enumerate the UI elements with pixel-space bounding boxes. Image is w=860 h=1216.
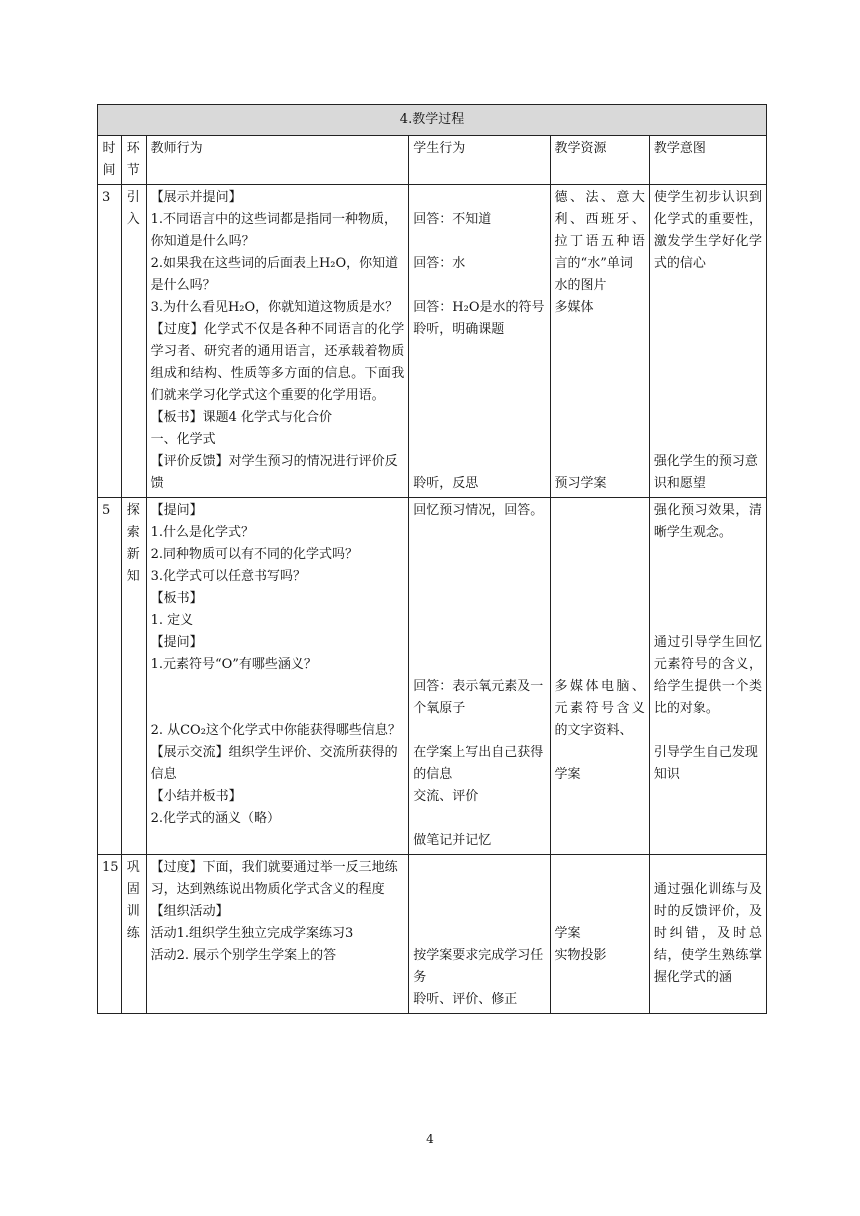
header-intent: 教学意图: [649, 136, 766, 185]
time-cell: 5: [98, 498, 122, 855]
header-time: 时间: [98, 136, 122, 185]
time-cell: 15: [98, 855, 122, 1014]
teacher-line: 【板书】: [150, 591, 203, 606]
teacher-line: 【提问】: [150, 635, 203, 650]
student-line: 回答：H₂O是水的符号: [413, 300, 545, 315]
student-line: 回答：表示氧元素及一个氧原子: [413, 679, 544, 716]
teacher-line: 活动1.组织学生独立完成学案练习3: [150, 926, 354, 941]
resource-line: 多媒体: [554, 300, 594, 315]
teacher-line: 3.为什么看见H₂O，你就知道这物质是水？: [150, 300, 399, 315]
teacher-line: 2.如果我在这些词的后面表上H₂O，你知道是什么吗？: [150, 256, 399, 293]
resource-line: 德、法、意大利、西班牙、拉丁语五种语言的“水”单词: [554, 190, 645, 271]
teacher-line: 一、化学式: [150, 432, 216, 447]
resource-line: 多媒体电脑、元素符号含义的文字资料、: [554, 679, 645, 738]
resource-line: 预习学案: [554, 476, 607, 491]
teacher-line: 【组织活动】: [150, 904, 229, 919]
stage-cell: 巩固训练: [122, 855, 146, 1014]
intent-line: 使学生初步认识到化学式的重要性，激发学生学好化学式的信心: [653, 190, 762, 271]
teacher-line: 【小结并板书】: [150, 789, 242, 804]
header-resources: 教学资源: [550, 136, 649, 185]
teacher-line: 2. 从CO₂这个化学式中你能获得哪些信息？: [150, 723, 401, 738]
header-stage: 环节: [122, 136, 146, 185]
header-teacher: 教师行为: [146, 136, 409, 185]
teacher-line: 【提问】: [150, 503, 203, 518]
student-line: 聆听，明确课题: [413, 322, 505, 337]
student-cell: [409, 855, 550, 1014]
intent-cell: [649, 185, 766, 498]
intent-line: 强化学生的预习意识和愿望: [653, 454, 758, 491]
intent-line: 通过强化训练与及时的反馈评价，及时纠错，及时总结，使学生熟练掌握化学式的涵: [653, 882, 762, 985]
teaching-process-table: [97, 104, 767, 1014]
table-row: [98, 185, 767, 498]
resource-line: 水的图片: [554, 278, 607, 293]
resource-line: 学案: [554, 926, 581, 941]
table-row: [98, 855, 767, 1014]
teacher-line: 2.化学式的涵义（略）: [150, 811, 280, 826]
resources-cell: [550, 855, 649, 1014]
teacher-line: 1.什么是化学式？: [150, 525, 254, 540]
teacher-line: 【过度】化学式不仅是各种不同语言的化学学习者、研究者的通用语言，还承载着物质组成和结构、性质等多方面的信息。下面我们就来学习化学式这个重要的化学用语。: [150, 322, 405, 403]
resource-line: 学案: [554, 767, 581, 782]
student-cell: [409, 185, 550, 498]
student-line: 聆听，反思: [413, 476, 479, 491]
intent-cell: [649, 498, 766, 855]
student-line: 回忆预习情况，回答。: [413, 503, 544, 518]
resources-cell: [550, 498, 649, 855]
stage-cell: 探索新知: [122, 498, 146, 855]
table-row: [98, 498, 767, 855]
student-line: 聆听、评价、修正: [413, 992, 518, 1007]
teacher-line: 3.化学式可以任意书写吗？: [150, 569, 306, 584]
resource-line: 实物投影: [554, 948, 607, 963]
teacher-line: 【板书】课题4 化学式与化合价: [150, 410, 332, 425]
intent-line: 通过引导学生回忆元素符号的含义，给学生提供一个类比的对象。: [653, 635, 762, 716]
resources-cell: [550, 185, 649, 498]
page-number: 4: [426, 1132, 434, 1146]
teacher-line: 【过度】下面，我们就要通过举一反三地练习，达到熟练说出物质化学式含义的程度: [150, 860, 398, 897]
intent-line: 强化预习效果，清晰学生观念。: [653, 503, 762, 540]
student-line: 回答：水: [413, 256, 466, 271]
intent-line: 引导学生自己发现知识: [653, 745, 758, 782]
teacher-line: 1.不同语言中的这些词都是指同一种物质，你知道是什么吗？: [150, 212, 397, 249]
table-title: 4.教学过程: [98, 105, 767, 136]
teacher-line: 【评价反馈】对学生预习的情况进行评价反馈: [150, 454, 398, 491]
teacher-cell: [146, 498, 409, 855]
student-cell: [409, 498, 550, 855]
teacher-line: 2.同种物质可以有不同的化学式吗？: [150, 547, 358, 562]
time-cell: 3: [98, 185, 122, 498]
teacher-line: 活动2. 展示个别学生学案上的答: [150, 948, 337, 963]
student-line: 在学案上写出自己获得的信息: [413, 745, 544, 782]
teacher-line: 1. 定义: [150, 613, 194, 628]
header-row: [98, 136, 767, 185]
student-line: 回答：不知道: [413, 212, 492, 227]
student-line: 按学案要求完成学习任务: [413, 948, 544, 985]
teacher-line: 1.元素符号“O”有哪些涵义？: [150, 657, 317, 672]
header-student: 学生行为: [409, 136, 550, 185]
teacher-line: 【展示交流】组织学生评价、交流所获得的信息: [150, 745, 398, 782]
teacher-cell: [146, 185, 409, 498]
teacher-cell: [146, 855, 409, 1014]
student-line: 做笔记并记忆: [413, 833, 492, 848]
student-line: 交流、评价: [413, 789, 479, 804]
stage-cell: 引入: [122, 185, 146, 498]
intent-cell: [649, 855, 766, 1014]
teacher-line: 【展示并提问】: [150, 190, 242, 205]
